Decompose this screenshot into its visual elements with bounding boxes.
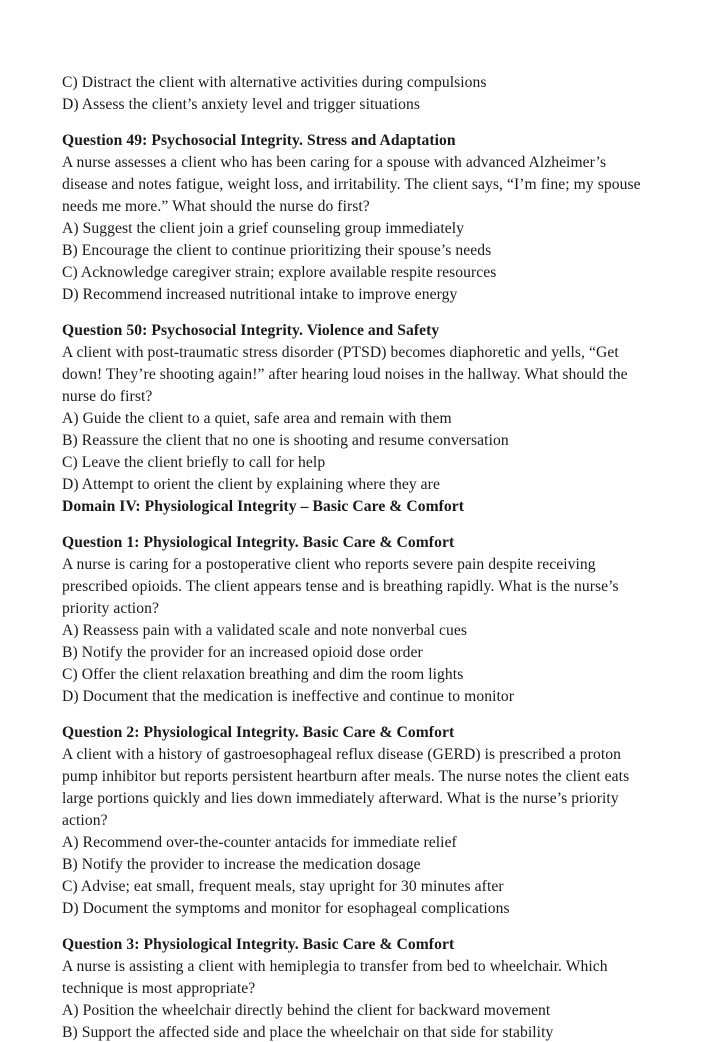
question-stem: A nurse is assisting a client with hemiplegia to transfer from bed to wheelchair. Which technique is most appropriate? xyxy=(62,958,608,997)
question-stem: A client with a history of gastroesophageal reflux disease (GERD) is prescribed a proton pump inhibitor but reports persistent heartburn after meals. The nurse notes the client eats large portions quickly and lies down immediately afterward. What is the nurse’s priority action? xyxy=(62,746,630,829)
domain-heading: Domain IV: Physiological Integrity – Basic Care & Comfort xyxy=(62,498,465,515)
question-block-3 xyxy=(62,934,650,1042)
option-item: C) Distract the client with alternative activities during compulsions xyxy=(62,74,487,91)
option-item: D) Attempt to orient the client by explaining where they are xyxy=(62,476,440,493)
option-item: B) Encourage the client to continue prioritizing their spouse’s needs xyxy=(62,242,492,259)
page-content xyxy=(62,72,650,1042)
question-stem: A nurse assesses a client who has been caring for a spouse with advanced Alzheimer’s disease and notes fatigue, weight loss, and irritability. The client says, “I’m fine; my spouse needs me more.” What should the nurse do first? xyxy=(62,154,641,215)
question-block-49 xyxy=(62,130,650,306)
option-item: D) Document that the medication is ineffective and continue to monitor xyxy=(62,688,515,705)
question-stem: A client with post-traumatic stress disorder (PTSD) becomes diaphoretic and yells, “Get down! They’re shooting again!” after hearing loud noises in the hallway. What should the nurse do first? xyxy=(62,344,628,405)
option-item: B) Support the affected side and place the wheelchair on that side for stability xyxy=(62,1024,554,1041)
option-item: C) Advise; eat small, frequent meals, stay upright for 30 minutes after xyxy=(62,878,504,895)
question-block-50 xyxy=(62,320,650,496)
orphan-options-block xyxy=(62,72,650,116)
question-stem: A nurse is caring for a postoperative client who reports severe pain despite receiving prescribed opioids. The client appears tense and is breathing rapidly. What is the nurse’s priority action? xyxy=(62,556,619,617)
option-item: B) Notify the provider to increase the medication dosage xyxy=(62,856,421,873)
option-item: C) Leave the client briefly to call for help xyxy=(62,454,326,471)
option-item: A) Reassess pain with a validated scale and note nonverbal cues xyxy=(62,622,468,639)
question-heading: Question 1: Physiological Integrity. Basic Care & Comfort xyxy=(62,534,455,551)
question-heading: Question 50: Psychosocial Integrity. Violence and Safety xyxy=(62,322,440,339)
option-item: A) Guide the client to a quiet, safe area and remain with them xyxy=(62,410,452,427)
question-block-1 xyxy=(62,532,650,708)
option-item: C) Offer the client relaxation breathing and dim the room lights xyxy=(62,666,464,683)
option-item: A) Recommend over-the-counter antacids for immediate relief xyxy=(62,834,457,851)
option-item: A) Position the wheelchair directly behind the client for backward movement xyxy=(62,1002,551,1019)
question-heading: Question 2: Physiological Integrity. Basic Care & Comfort xyxy=(62,724,455,741)
option-item: D) Assess the client’s anxiety level and trigger situations xyxy=(62,96,420,113)
question-block-2 xyxy=(62,722,650,920)
question-heading: Question 49: Psychosocial Integrity. Stress and Adaptation xyxy=(62,132,456,149)
option-item: A) Suggest the client join a grief counseling group immediately xyxy=(62,220,465,237)
option-item: C) Acknowledge caregiver strain; explore available respite resources xyxy=(62,264,497,281)
option-item: D) Document the symptoms and monitor for esophageal complications xyxy=(62,900,510,917)
option-item: D) Recommend increased nutritional intake to improve energy xyxy=(62,286,458,303)
domain-heading-block xyxy=(62,496,650,518)
question-heading: Question 3: Physiological Integrity. Basic Care & Comfort xyxy=(62,936,455,953)
option-item: B) Reassure the client that no one is shooting and resume conversation xyxy=(62,432,509,449)
option-item: B) Notify the provider for an increased opioid dose order xyxy=(62,644,423,661)
